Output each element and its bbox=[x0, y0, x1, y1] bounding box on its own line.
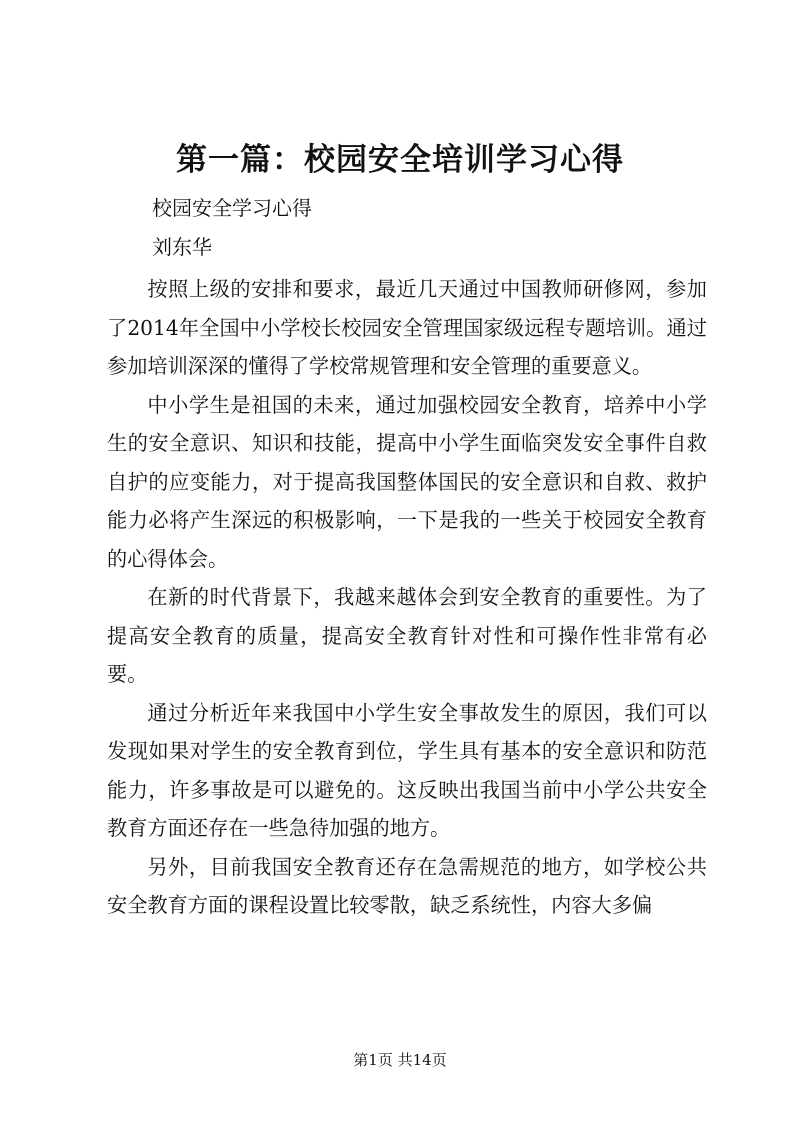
paragraph-3: 在新的时代背景下，我越来越体会到安全教育的重要性。为了提高安全教育的质量，提高安全教育针对性和可操作性非常有必要。 bbox=[107, 585, 707, 686]
author-name: 刘东华 bbox=[152, 235, 212, 259]
document-subtitle: 校园安全学习心得 bbox=[152, 196, 312, 220]
paragraph-2: 中小学生是祖国的未来，通过加强校园安全教育，培养中小学生的安全意识、知识和技能，提高中小学生面临突发安全事件自救自护的应变能力，对于提高我国整体国民的安全意识和自救、救护能力必将产生深远的积极影响，一下是我的一些关于校园安全教育的心得体会。 bbox=[107, 392, 707, 571]
paragraph-4: 通过分析近年来我国中小学生安全事故发生的原因，我们可以发现如果对学生的安全教育到位，学生具有基本的安全意识和防范能力，许多事故是可以避免的。这反映出我国当前中小学公共安全教育方面还存在一些急待加强的地方。 bbox=[107, 700, 707, 840]
paragraph-1: 按照上级的安排和要求，最近几天通过中国教师研修网，参加了2014年全国中小学校长校园安全管理国家级远程专题培训。通过参加培训深深的懂得了学校常规管理和安全管理的重要意义。 bbox=[107, 277, 707, 378]
document-title: 第一篇：校园安全培训学习心得 bbox=[176, 142, 624, 178]
page-footer: 第1页 共14页 bbox=[353, 1051, 447, 1069]
paragraph-5: 另外，目前我国安全教育还存在急需规范的地方，如学校公共安全教育方面的课程设置比较零散，缺乏系统性，内容大多偏 bbox=[107, 854, 707, 917]
document-body bbox=[107, 270, 707, 925]
